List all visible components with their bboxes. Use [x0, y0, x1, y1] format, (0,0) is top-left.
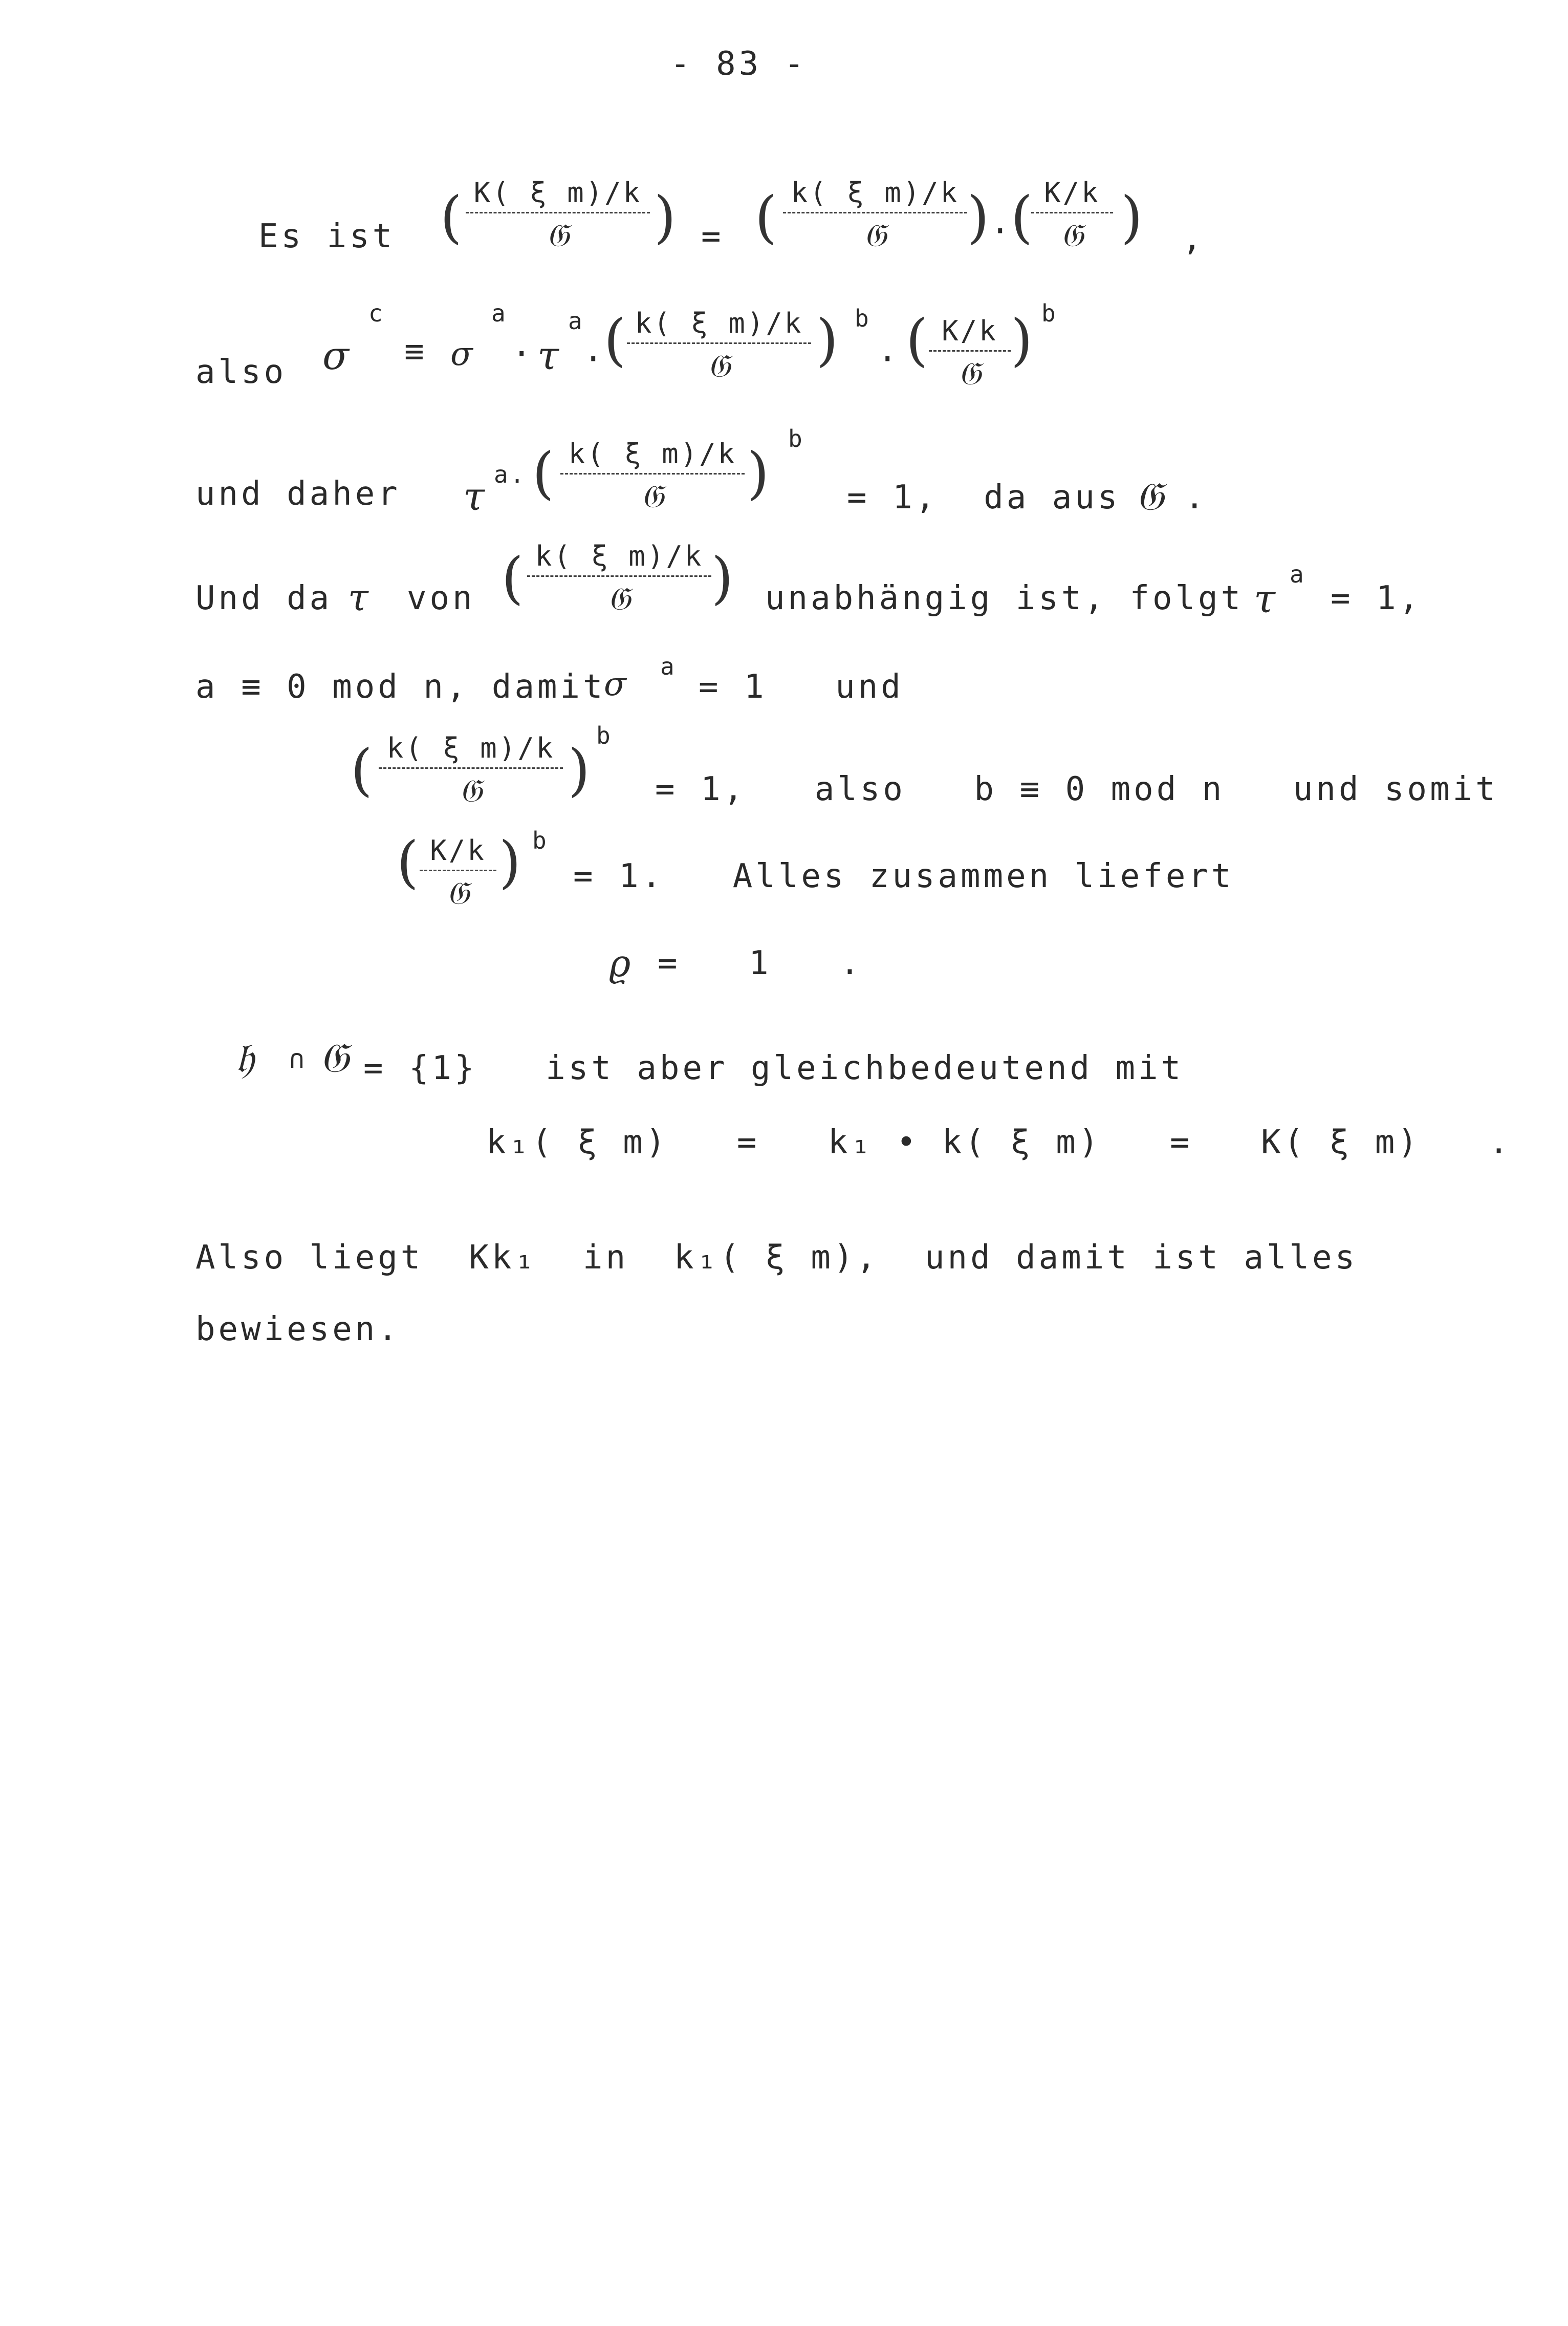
line4-lead: Und da — [195, 579, 333, 617]
line5-exp-a: a — [660, 653, 677, 680]
fraction-bar — [1031, 212, 1113, 213]
line6-paren-close: ) — [568, 737, 590, 803]
line3-g: 𝔊 — [1136, 473, 1167, 519]
line1-comma: , — [1182, 220, 1205, 258]
line4-tail: unabhängig ist, folgt — [765, 579, 1244, 617]
line2-paren-close: ) — [816, 307, 838, 373]
line4-von: von — [407, 579, 475, 617]
line1-paren3-close: ) — [1121, 184, 1143, 250]
line2-dot2: · — [583, 340, 606, 378]
line4-paren-close: ) — [711, 545, 733, 611]
line3-fraction — [560, 438, 745, 515]
line6-paren-open: ( — [351, 737, 373, 803]
line2-tau: τ — [537, 333, 562, 378]
line1-dot: · — [990, 212, 1013, 250]
fraction-numerator: k( ξ m)/k — [635, 307, 803, 339]
line5-text1: a ≡ 0 mod n, damit — [195, 668, 606, 706]
fraction-bar — [929, 350, 1011, 352]
line5-sigma: σ — [604, 665, 629, 703]
fraction-bar — [627, 342, 811, 344]
line2-exp-a1: a — [491, 299, 508, 327]
line1-fraction-3 — [1031, 177, 1113, 254]
fraction-bar — [379, 767, 563, 769]
fraction-denominator: 𝔊 — [863, 217, 887, 254]
line2-fraction-1 — [627, 307, 811, 385]
fraction-denominator: 𝔊 — [1060, 217, 1084, 254]
line2-exp-a2: a — [568, 307, 584, 335]
line1-equals: = — [701, 218, 724, 255]
line9-h: 𝔥 — [235, 1034, 257, 1082]
line1-paren-open: ( — [440, 184, 462, 250]
line2-lead: also — [195, 353, 287, 391]
line3-lead: und daher — [195, 475, 401, 513]
line7-paren-open: ( — [397, 829, 419, 895]
line2-fraction-2 — [929, 315, 1011, 393]
fraction-bar — [527, 575, 711, 577]
line4-tau: τ — [348, 576, 372, 619]
fraction-denominator: 𝔊 — [958, 355, 982, 392]
line2-exp-b1: b — [855, 305, 871, 332]
line7-paren-close: ) — [499, 829, 521, 895]
line8-rho: ϱ — [609, 942, 634, 985]
fraction-numerator: k( ξ m)/k — [791, 177, 960, 209]
line4-end: = 1, — [1331, 579, 1422, 617]
fraction-denominator: 𝔊 — [459, 772, 483, 809]
line3-exp-b: b — [788, 425, 804, 453]
line7-fraction — [420, 834, 496, 912]
fraction-bar — [466, 212, 650, 213]
line2-exp-b2: b — [1041, 299, 1058, 327]
line9-g: 𝔊 — [320, 1034, 352, 1082]
line3-tau: τ — [463, 473, 488, 519]
line10-text: k₁( ξ m) = k₁ • k( ξ m) = K( ξ m) . — [486, 1124, 1512, 1161]
line3-paren-close: ) — [747, 440, 769, 506]
line2-paren2-close: ) — [1011, 307, 1033, 373]
line3-exp-a: a. — [494, 461, 527, 488]
fraction-bar — [560, 473, 745, 475]
line9-cap: ∩ — [289, 1044, 308, 1074]
fraction-bar — [420, 870, 496, 871]
line1-paren2-open: ( — [755, 184, 777, 250]
fraction-denominator: 𝔊 — [707, 347, 731, 384]
line9-tail: = {1} ist aber gleichbedeutend mit — [363, 1049, 1184, 1087]
line2-exp-c: c — [368, 299, 385, 327]
fraction-denominator: 𝔊 — [446, 874, 470, 912]
fraction-denominator: 𝔊 — [546, 217, 570, 254]
line2-paren2-open: ( — [906, 307, 928, 373]
line2-congruent: ≡ — [404, 333, 427, 371]
fraction-numerator: K/k — [942, 315, 998, 347]
line7-tail: = 1. Alles zusammen liefert — [573, 857, 1234, 895]
fraction-numerator: k( ξ m)/k — [568, 438, 737, 470]
line1-lead: Es ist — [258, 218, 396, 255]
line2-sigma2: σ — [450, 335, 476, 373]
line6-fraction — [379, 732, 563, 810]
line3-paren-open: ( — [532, 440, 554, 506]
line2-dot1: · — [512, 335, 535, 373]
fraction-numerator: K/k — [1044, 177, 1100, 209]
line3-end: . — [1185, 479, 1208, 516]
line1-paren-close: ) — [654, 184, 676, 250]
fraction-numerator: k( ξ m)/k — [386, 732, 555, 764]
line5-text2: = 1 und — [699, 668, 904, 706]
line4-exp-a: a — [1290, 561, 1306, 588]
fraction-numerator: K( ξ m)/k — [473, 177, 642, 209]
line3-tail: = 1, da aus — [847, 479, 1121, 516]
line1-fraction-1 — [466, 177, 650, 254]
line8-tail: = 1 . — [658, 944, 863, 982]
line2-sigma: σ — [322, 333, 352, 378]
fraction-denominator: 𝔊 — [641, 478, 664, 515]
fraction-numerator: k( ξ m)/k — [535, 540, 704, 572]
line12-text: bewiesen. — [195, 1310, 401, 1348]
fraction-bar — [783, 212, 967, 213]
line11-text: Also liegt Kk₁ in k₁( ξ m), und damit ist alles — [195, 1239, 1358, 1277]
line6-tail: = 1, also b ≡ 0 mod n und somit — [655, 770, 1498, 808]
line2-paren-open: ( — [604, 307, 626, 373]
fraction-numerator: K/k — [430, 834, 486, 867]
line6-exp-b: b — [596, 722, 613, 749]
page-number: - 83 - — [670, 45, 808, 83]
line4-fraction — [527, 540, 711, 618]
line2-dot3: · — [878, 340, 901, 378]
line4-tau2: τ — [1254, 576, 1279, 621]
line4-paren-open: ( — [502, 545, 524, 611]
line1-paren3-open: ( — [1011, 184, 1033, 250]
fraction-denominator: 𝔊 — [607, 580, 631, 617]
line7-exp-b: b — [532, 827, 549, 854]
line1-fraction-2 — [783, 177, 967, 254]
line1-paren2-close: ) — [967, 184, 989, 250]
